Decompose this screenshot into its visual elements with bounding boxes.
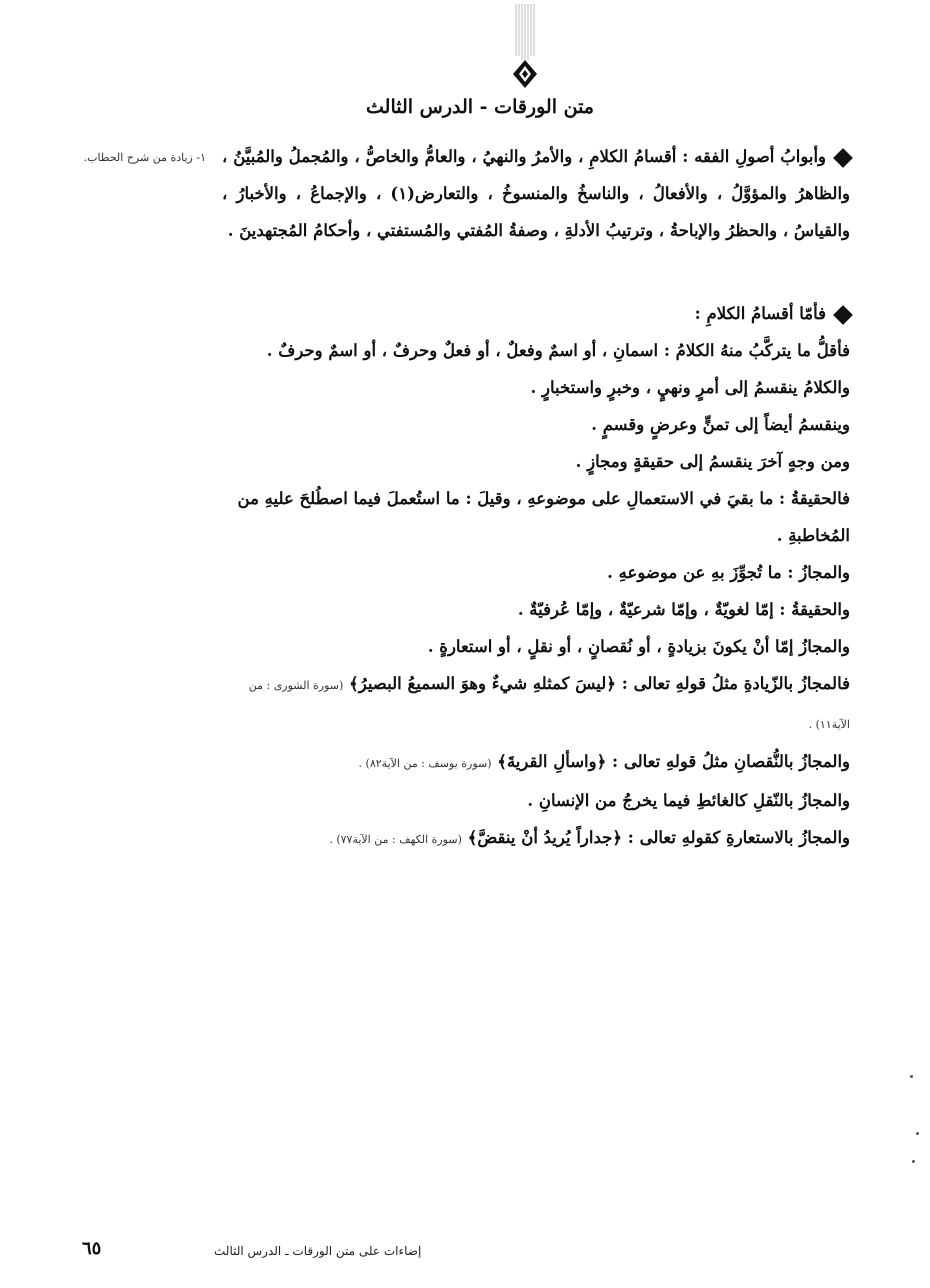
- example-line: [222, 819, 850, 858]
- text-line: فأقلُّ ما يتركَّبُ منهُ الكلامُ : اسمانِ ، أو اسمٌ وفعلٌ ، أو فعلٌ وحرفٌ ، أو اسمٌ وحرفٌ .: [266, 341, 850, 360]
- citation: (سورة يوسف : من الآية٨٢) .: [358, 757, 492, 770]
- example-line: [222, 743, 850, 782]
- example-text: والمجازُ بالنّقلِ كالغائطِ فيما يخرجُ من الإنسانِ .: [527, 791, 850, 810]
- text-line: فالحقيقةُ : ما بقيَ في الاستعمالِ على موضوعهِ ، وقيلَ : ما استُعملَ فيما اصطُلحَ عليهِ من المُخاطبةِ .: [237, 489, 850, 545]
- scan-speck: [916, 1132, 919, 1135]
- diamond-bullet-icon: [833, 305, 853, 325]
- citation: (سورة الكهف : من الآية٧٧) .: [329, 833, 462, 846]
- example-line: [222, 665, 850, 743]
- text-line: والمجازُ : ما تُجوِّزَ بهِ عن موضوعهِ .: [607, 563, 850, 582]
- citation: (سورة الشورى : من الآية١١) .: [248, 679, 850, 731]
- intro-text: وأبوابُ أصولِ الفقه : أقسامُ الكلامِ ، والأمرُ والنهيُ ، والعامُّ والخاصُّ ، والمُجملُ والمُبيَّنُ ، والظاهرُ والمؤوَّلُ ، والأفعالُ ، والناسخُ والمنسوخُ ، والتعارض(١) ، والإجماعُ ، والأخبارُ ، والقياسُ ، والحظرُ والإباحةُ ، وترتيبُ الأدلةِ ، وصفةُ المُفتي والمُستفتي ، وأحكامُ المُجتهدينَ .: [222, 147, 850, 240]
- footnote: ١- زيادة من شرح الحطاب.: [83, 151, 206, 164]
- text-line: والمجازُ إمّا أنْ يكونَ بزيادةٍ ، أو نُقصانٍ ، أو نقلٍ ، أو استعارةٍ .: [427, 637, 850, 656]
- diamond-bullet-icon: [833, 148, 853, 168]
- quran-quote: ﴿ليسَ كمثلهِ شيءٌ وهوَ السميعُ البصيرُ﴾: [349, 674, 616, 693]
- text-line: ومن وجهٍ آخرَ ينقسمُ إلى حقيقةٍ ومجازٍ .: [575, 452, 850, 471]
- intro-paragraph: [222, 138, 850, 249]
- page-number: ٦٥: [82, 1238, 102, 1259]
- example-line: [222, 782, 850, 819]
- text-line: والكلامُ ينقسمُ إلى أمرٍ ونهيٍ ، وخبرٍ واستخبارٍ .: [530, 378, 850, 397]
- page-title: متن الورقات - الدرس الثالث: [366, 96, 594, 118]
- example-text: والمجازُ بالاستعارةِ كقولهِ تعالى :: [627, 828, 850, 847]
- section-heading: [222, 295, 850, 332]
- scan-speck: [910, 1075, 913, 1078]
- running-footer: إضاءات على متن الورقات ـ الدرس الثالث: [214, 1244, 422, 1258]
- example-text: والمجازُ بالنُّقصانِ مثلُ قولهِ تعالى :: [612, 752, 850, 771]
- quran-quote: ﴿جداراً يُريدُ أنْ ينقضَّ﴾: [467, 828, 623, 847]
- main-text: [222, 138, 850, 858]
- section-heading-text: فأمّا أقسامُ الكلامِ :: [694, 304, 826, 323]
- text-line: وينقسمُ أيضاً إلى تمنٍّ وعرضٍ وقسمٍ .: [591, 415, 850, 434]
- header-ornament-icon: [510, 4, 540, 88]
- example-text: فالمجازُ بالزّيادةِ مثلُ قولهِ تعالى :: [621, 674, 850, 693]
- text-line: والحقيقةُ : إمّا لغويّةٌ ، وإمّا شرعيّةٌ ، وإمّا عُرفيّةٌ .: [517, 600, 850, 619]
- scan-speck: [912, 1160, 915, 1163]
- quran-quote: ﴿واسألِ القريةَ﴾: [497, 752, 607, 771]
